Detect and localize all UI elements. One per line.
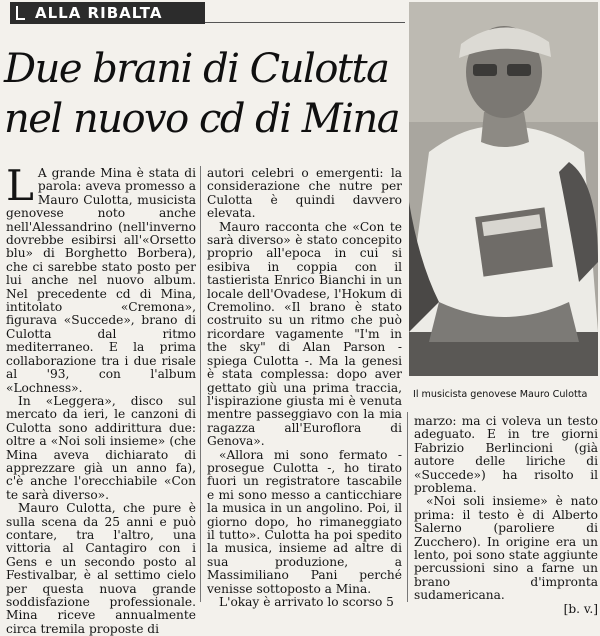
headline-line-1: Due brani di Culotta	[4, 46, 389, 92]
author-signature: [b. v.]	[563, 601, 598, 616]
rubric-label: ALLA RIBALTA	[35, 4, 163, 22]
rubric-bracket-icon	[16, 6, 25, 20]
headline-line-2: nel nuovo cd di Mina	[4, 96, 400, 142]
article-column-1	[6, 161, 196, 636]
musician-photo-illustration	[409, 2, 598, 376]
musician-photo	[409, 2, 598, 376]
drop-cap: L	[6, 161, 34, 210]
paragraph-text: A grande Mina è stata di parola: aveva promesso a Mauro Culotta, musicista genovese noto anche nell'Alessandrino (nell'inverno dovrebbe esibirsi all'«Orsetto blu» di Borghetto Borbera), che ci sarebbe stato posto per lui anche nel nuovo album. Nel precedente cd di Mina, intitolato «Cremona», figurava «Succede», brano di Culotta dal ritmo mediterraneo. E la prima collaborazione tra i due risale al '93, con l'album «Lochness».	[6, 166, 196, 395]
paragraph: «Allora mi sono fermato - prosegue Culotta -, ho tirato fuori un registratore tascabile e mi sono messo a canticchiare la musica in un angolino. Poi, il giorno dopo, ho rimaneggiato il tutto». Culotta ha poi spedito la musica, insieme ad altre di sua produzione, a Massimiliano Pani perché venisse sottoposto a Mina.	[207, 447, 402, 596]
rubric-rule	[205, 22, 405, 23]
section-rubric	[10, 2, 205, 24]
paragraph: «Noi soli insieme» è nato prima: il testo è di Alberto Salerno (paroliere di Zucchero). In origine era un lento, poi sono state aggiunte percussioni sino a farne un brano d'impronta sudamericana.	[414, 494, 598, 603]
article-column-2	[207, 167, 402, 609]
paragraph: Mauro racconta che «Con te sarà diverso» è stato concepito proprio all'epoca in cui si esibiva in coppia con il tastierista Enrico Bianchi in un locale dell'Ovadese, l'Hokum di Cremolino. «Il brano è stato costruito su un ritmo che può ricordare vagamente "I'm in the sky" di Alan Parson - spiega Culotta -. Ma la genesi è stata complessa: dopo aver gettato giù una prima traccia, l'ispirazione giusta mi è venuta mentre passeggiavo con la mia ragazza all'Euroflora di Genova».	[207, 219, 402, 449]
column-divider	[200, 166, 201, 602]
paragraph: Mauro Culotta, che pure è sulla scena da 25 anni e può contare, tra l'altro, una vittoria al Cantagiro con i Gens e un secondo posto al Festivalbar, è al settimo cielo per questa nuova grande soddisfazione professionale. Mina riceve annualmente circa tremila proposte di	[6, 501, 196, 636]
paragraph	[6, 161, 196, 395]
paragraph: marzo: ma ci voleva un testo adeguato. E in tre giorni Fabrizio Berlincioni (già autore delle liriche di «Succede») ha risolto il problema.	[414, 414, 598, 496]
paragraph: L'okay è arrivato lo scorso 5	[219, 595, 394, 609]
paragraph: autori celebri o emergenti: la considerazione che nutre per Culotta è quindi davvero elevata.	[207, 166, 402, 221]
article-column-3	[414, 415, 598, 616]
photo-caption: Il musicista genovese Mauro Culotta	[413, 389, 588, 400]
headline	[4, 44, 409, 144]
column-divider	[407, 412, 408, 602]
paragraph: In «Leggera», disco sul mercato da ieri, le canzoni di Culotta sono addirittura due: oltre a «Noi soli insieme» (che Mina aveva dichiarato di apprezzare già un anno fa), c'è anche l'orecchiabile «Con te sarà diverso».	[6, 393, 196, 502]
